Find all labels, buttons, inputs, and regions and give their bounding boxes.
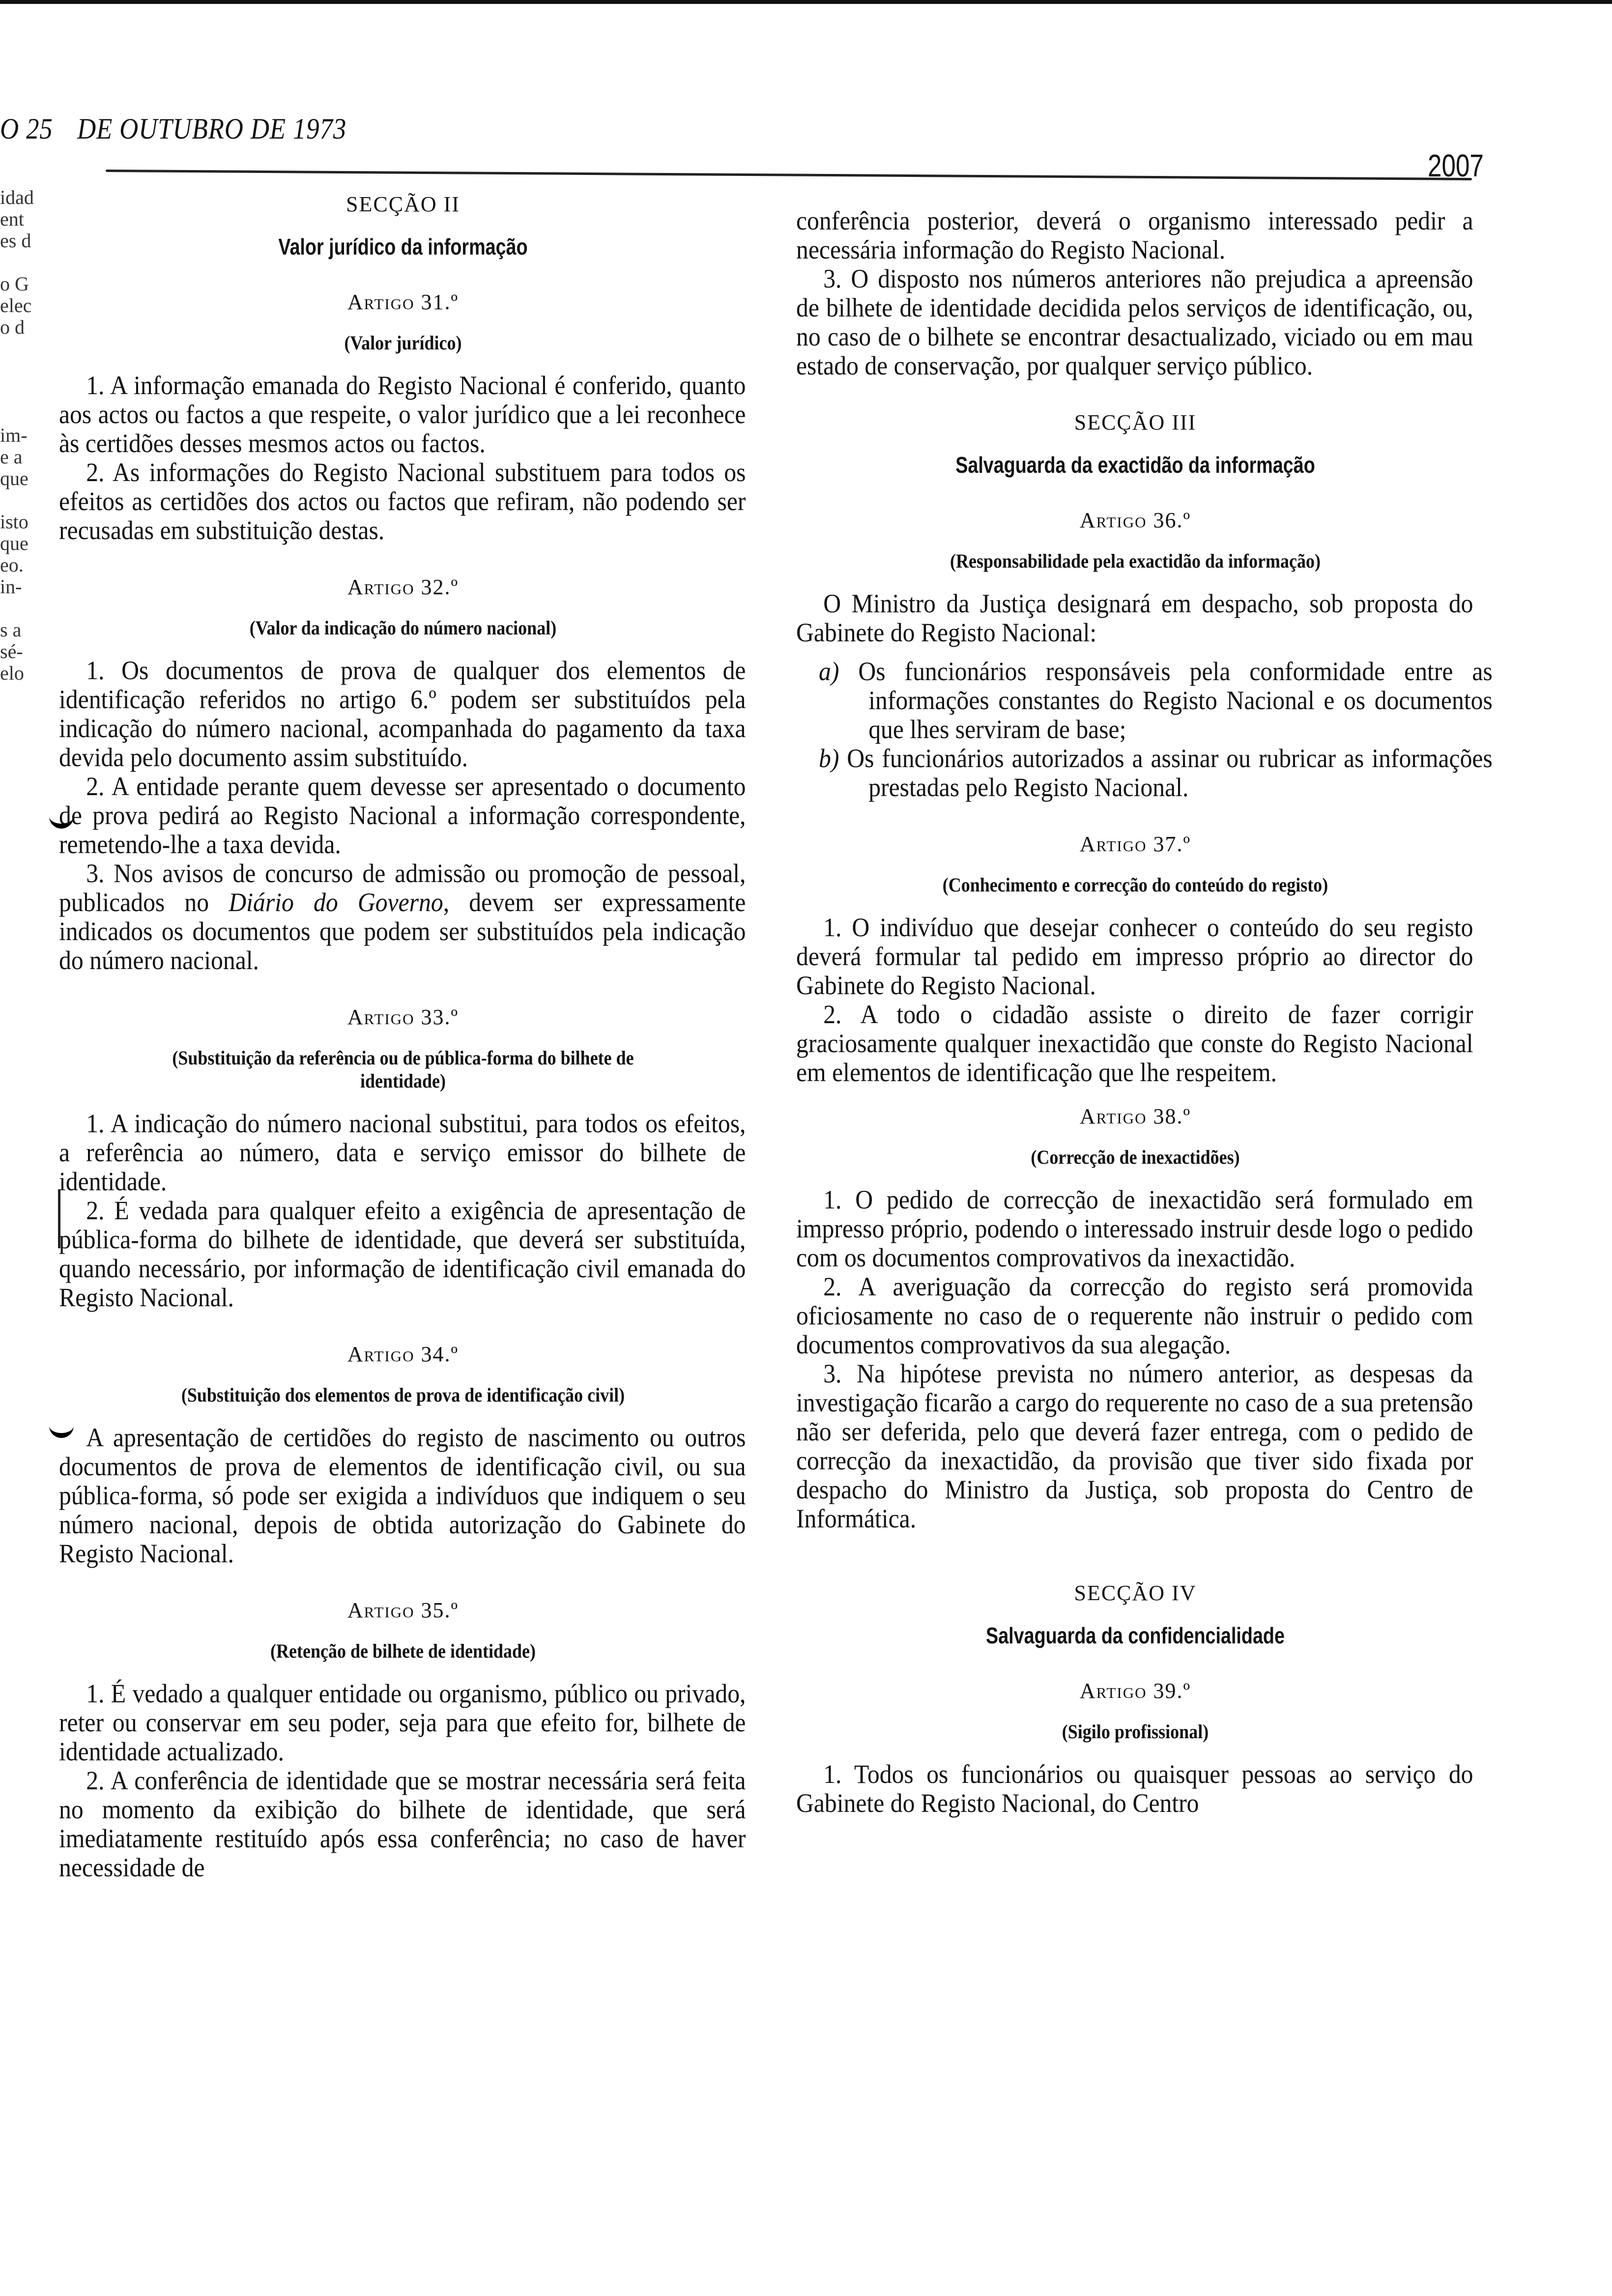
article-title: Artigo 32.º [347, 575, 459, 599]
text-run: , devem ser expressamente indicados os documentos que podem ser substituídos pela indicação do número nacional. [59, 888, 746, 975]
margin-text: elec [0, 294, 32, 316]
article-title: Artigo 34.º [347, 1342, 459, 1366]
article-paragraph: 3. O disposto nos números anteriores não prejudica a apreensão de bilhete de identidade decidida pelos serviços de identificação, ou, no caso de o bilhete se encontrar desactualizado, viciado ou em mau estado de conservação, por qualquer serviço público. [796, 264, 1473, 380]
article-paragraph: 2. A conferência de identidade que se mostrar necessária será feita no momento da exibição do bilhete de identidade, que será imediatamente restituído após essa conferência; no caso de haver necessidade de [59, 1766, 746, 1882]
article-paragraph [59, 859, 746, 975]
article-heading: (Substituição dos elementos de prova de identificação civil) [181, 1384, 625, 1406]
running-header [0, 112, 346, 146]
margin-text: in- [0, 575, 22, 598]
article-paragraph: 1. É vedado a qualquer entidade ou organismo, público ou privado, reter ou conservar em seu poder, seja para que efeito for, bilhete de identidade actualizado. [59, 1679, 746, 1766]
margin-text: eo. [0, 554, 24, 576]
continued-paragraph: conferência posterior, deverá o organismo interessado pedir a necessária informação do Registo Nacional. [796, 206, 1473, 264]
scan-top-edge [0, 0, 1612, 4]
article-paragraph: 1. A informação emanada do Registo Nacional é conferido, quanto aos actos ou factos a que respeite, o valor jurídico que a lei reconhece às certidões desses mesmos actos ou factos. [59, 371, 746, 458]
article-paragraph: 1. A indicação do número nacional substitui, para todos os efeitos, a referência ao número, data e serviço emissor do bilhete de identidade. [59, 1109, 746, 1196]
section-title: SECÇÃO II [346, 192, 460, 216]
margin-text: ent [0, 208, 24, 230]
list-item [796, 657, 1493, 744]
text-run: 3. Nos avisos de concurso de admissão ou promoção de pessoal, publicados no [59, 859, 746, 917]
article-heading: (Retenção de bilhete de identidade) [270, 1640, 536, 1662]
left-column [59, 192, 747, 1882]
article-heading: (Valor jurídico) [344, 332, 462, 354]
article-heading: (Correcção de inexactidões) [1031, 1146, 1240, 1168]
margin-text: o d [0, 316, 25, 338]
article-title: Artigo 39.º [1079, 1679, 1191, 1703]
article-paragraph: 2. É vedada para qualquer efeito a exigência de apresentação de pública-forma do bilhete de identidade, que deverá ser substituída, quando necessário, por informação de identificação civil emanada do Registo Nacional. [59, 1196, 746, 1312]
article-paragraph: 1. O pedido de correcção de inexactidão será formulado em impresso próprio, podendo o interessado instruir desde logo o pedido com os documentos comprovativos da inexactidão. [796, 1185, 1473, 1272]
margin-text: isto [0, 511, 29, 533]
header-date: DE OUTUBRO DE 1973 [77, 113, 347, 145]
article-paragraph: 3. Na hipótese prevista no número anterior, as despesas da investigação ficarão a cargo do requerente no caso de a sua pretensão não ser deferida, pelo que deverá fazer entrega, com o pedido de correcção da inexactidão, da provisão que tiver sido fixada por despacho do Ministro da Justiça, sob proposta do Centro de Informática. [796, 1359, 1473, 1533]
margin-text: idad [0, 187, 34, 208]
page-number: 2007 [1428, 148, 1484, 183]
article-paragraph: 1. Os documentos de prova de qualquer dos elementos de identificação referidos no artigo 6.º podem ser substituídos pela indicação do número nacional, acompanhada do pagamento da taxa devida pelo documento assim substituído. [59, 656, 746, 772]
article-paragraph: A apresentação de certidões do registo de nascimento ou outros documentos de prova de elementos de identificação civil, ou sua pública-forma, só pode ser exigida a indivíduos que indiquem o seu número nacional, depois de obtida autorização do Gabinete do Registo Nacional. [59, 1423, 746, 1568]
margin-text: s a [0, 619, 22, 641]
article-paragraph: 1. O indivíduo que desejar conhecer o conteúdo do seu registo deverá formular tal pedido em impresso próprio ao director do Gabinete do Registo Nacional. [796, 913, 1473, 1000]
margin-text: im- [0, 424, 28, 446]
article-heading: (Conhecimento e correcção do conteúdo do registo) [942, 874, 1328, 896]
article-paragraph: O Ministro da Justiça designará em despacho, sob proposta do Gabinete do Registo Nacional: [796, 589, 1473, 647]
article-title: Artigo 36.º [1079, 508, 1191, 532]
publication-name: Diário do Governo [229, 888, 443, 917]
right-column [796, 206, 1493, 1818]
article-heading: (Substituição da referência ou de pública-forma do bilhete de identidade) [172, 1047, 634, 1092]
article-title: Artigo 33.º [347, 1005, 459, 1029]
margin-text: e a [0, 446, 23, 468]
margin-text: o G [0, 273, 29, 295]
section-title: SECÇÃO III [1074, 410, 1197, 434]
section-title: SECÇÃO IV [1074, 1581, 1197, 1605]
item-label: b) [819, 744, 839, 773]
article-title: Artigo 37.º [1079, 832, 1191, 856]
header-rule [106, 170, 1472, 180]
item-text: Os funcionários autorizados a assinar ou rubricar as informações prestadas pelo Registo Nacional. [847, 744, 1493, 802]
article-paragraph: 2. A todo o cidadão assiste o direito de fazer corrigir graciosamente qualquer inexactidão que conste do Registo Nacional em elementos de identificação que lhe respeitem. [796, 1000, 1473, 1087]
article-title: Artigo 38.º [1079, 1104, 1191, 1128]
item-text: Os funcionários responsáveis pela conformidade entre as informações constantes do Registo Nacional e os documentos que lhes serviram de base; [858, 657, 1493, 744]
article-heading: (Valor da indicação do número nacional) [249, 617, 557, 639]
section-subtitle: Salvaguarda da confidencialidade [986, 1623, 1285, 1648]
item-label: a) [819, 657, 839, 686]
article-paragraph: 2. As informações do Registo Nacional substituem para todos os efeitos as certidões dos actos ou factos que refiram, não podendo ser recusadas em substituição destas. [59, 458, 746, 545]
article-paragraph: 1. Todos os funcionários ou quaisquer pessoas ao serviço do Gabinete do Registo Nacional, do Centro [796, 1759, 1473, 1818]
header-number-fragment: O 25 [0, 113, 53, 145]
margin-text: elo [0, 662, 24, 684]
margin-text: que [0, 467, 29, 489]
section-subtitle: Salvaguarda da exactidão da informação [955, 452, 1315, 478]
section-subtitle: Valor jurídico da informação [278, 234, 528, 259]
previous-page-margin-fragments [0, 187, 34, 684]
list-item [796, 744, 1493, 802]
article-paragraph: 2. A averiguação da correcção do registo será promovida oficiosamente no caso de o requerente não instruir o pedido com documentos comprovativos da sua alegação. [796, 1272, 1473, 1359]
article-heading: (Sigilo profissional) [1062, 1721, 1209, 1743]
margin-text: es d [0, 230, 31, 252]
article-heading: (Responsabilidade pela exactidão da informação) [950, 550, 1321, 572]
margin-text: sé- [0, 640, 23, 662]
margin-text: que [0, 532, 29, 554]
article-paragraph: 2. A entidade perante quem devesse ser apresentado o documento de prova pedirá ao Registo Nacional a informação correspondente, remetendo-lhe a taxa devida. [59, 772, 746, 859]
article-title: Artigo 35.º [347, 1598, 459, 1622]
article-title: Artigo 31.º [347, 290, 459, 314]
